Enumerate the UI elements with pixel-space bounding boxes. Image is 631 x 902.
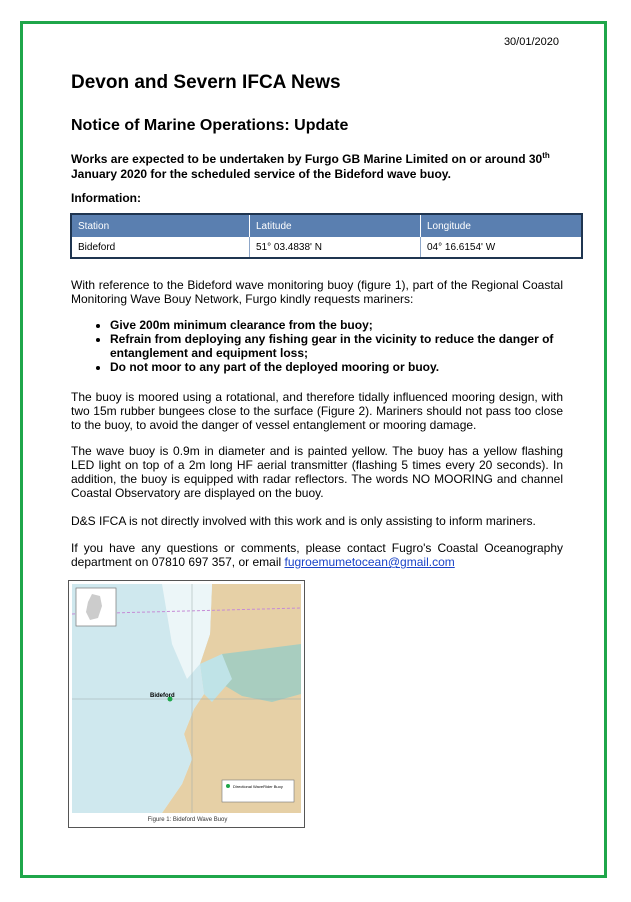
page-title: Devon and Severn IFCA News xyxy=(71,72,341,93)
paragraph-contact xyxy=(71,541,563,569)
intro-text-part2: January 2020 for the scheduled service of the Bideford wave buoy. xyxy=(71,167,451,181)
information-label: Information: xyxy=(71,191,141,205)
header-station: Station xyxy=(71,214,250,237)
nautical-chart-image xyxy=(72,584,301,813)
legend-label: Directional WaveRider Buoy xyxy=(233,784,283,789)
paragraph-buoy-description: The wave buoy is 0.9m in diameter and is painted yellow. The buoy has a yellow flashing LED light on top of a 2m long HF aerial transmitter (flashing 5 times every 20 seconds). In addition, the buoy is equipped with radar reflectors. The words NO MOORING and channel Coastal Observatory are displayed on the buoy. xyxy=(71,444,563,500)
header-latitude: Latitude xyxy=(250,214,421,237)
paragraph-reference: With reference to the Bideford wave monitoring buoy (figure 1), part of the Regional Coastal Monitoring Wave Bouy Network, Furgo kindly requests mariners: xyxy=(71,278,563,306)
intro-text-part1: Works are expected to be undertaken by Furgo GB Marine Limited on or around 30 xyxy=(71,152,543,166)
list-item: • Do not moor to any part of the deployed mooring or buoy. xyxy=(110,360,602,374)
cell-latitude: 51° 03.4838' N xyxy=(250,237,421,258)
list-item: • Give 200m minimum clearance from the buoy; xyxy=(110,318,602,332)
table-header-row xyxy=(71,214,582,237)
contact-text: If you have any questions or comments, please contact Fugro's Coastal Oceanography department on 07810 697 357, or email xyxy=(71,541,563,569)
document-date: 30/01/2020 xyxy=(503,36,559,48)
station-table xyxy=(70,213,583,259)
header-longitude: Longitude xyxy=(421,214,583,237)
paragraph-disclaimer: D&S IFCA is not directly involved with this work and is only assisting to inform mariners. xyxy=(71,514,536,528)
list-item: • Refrain from deploying any fishing gear in the vicinity to reduce the danger of entanglement and equipment loss; xyxy=(110,332,602,360)
figure-map xyxy=(68,580,305,828)
intro-superscript: th xyxy=(542,151,550,160)
cell-longitude: 04° 16.6154' W xyxy=(421,237,583,258)
request-list xyxy=(71,318,602,374)
buoy-label: Bideford xyxy=(150,693,175,699)
intro-paragraph xyxy=(71,148,563,182)
cell-station: Bideford xyxy=(71,237,250,258)
paragraph-mooring: The buoy is moored using a rotational, and therefore tidally influenced mooring design, with two 15m rubber bungees close to the surface (Figure 2). Mariners should not pass too close to the buoy, to avoid the danger of vessel entanglement or mooring damage. xyxy=(71,390,563,432)
page-subtitle: Notice of Marine Operations: Update xyxy=(71,117,349,134)
table-row xyxy=(71,237,582,258)
email-link[interactable]: fugroemumetocean@gmail.com xyxy=(284,555,455,569)
figure-caption: Figure 1: Bideford Wave Buoy xyxy=(147,817,228,823)
